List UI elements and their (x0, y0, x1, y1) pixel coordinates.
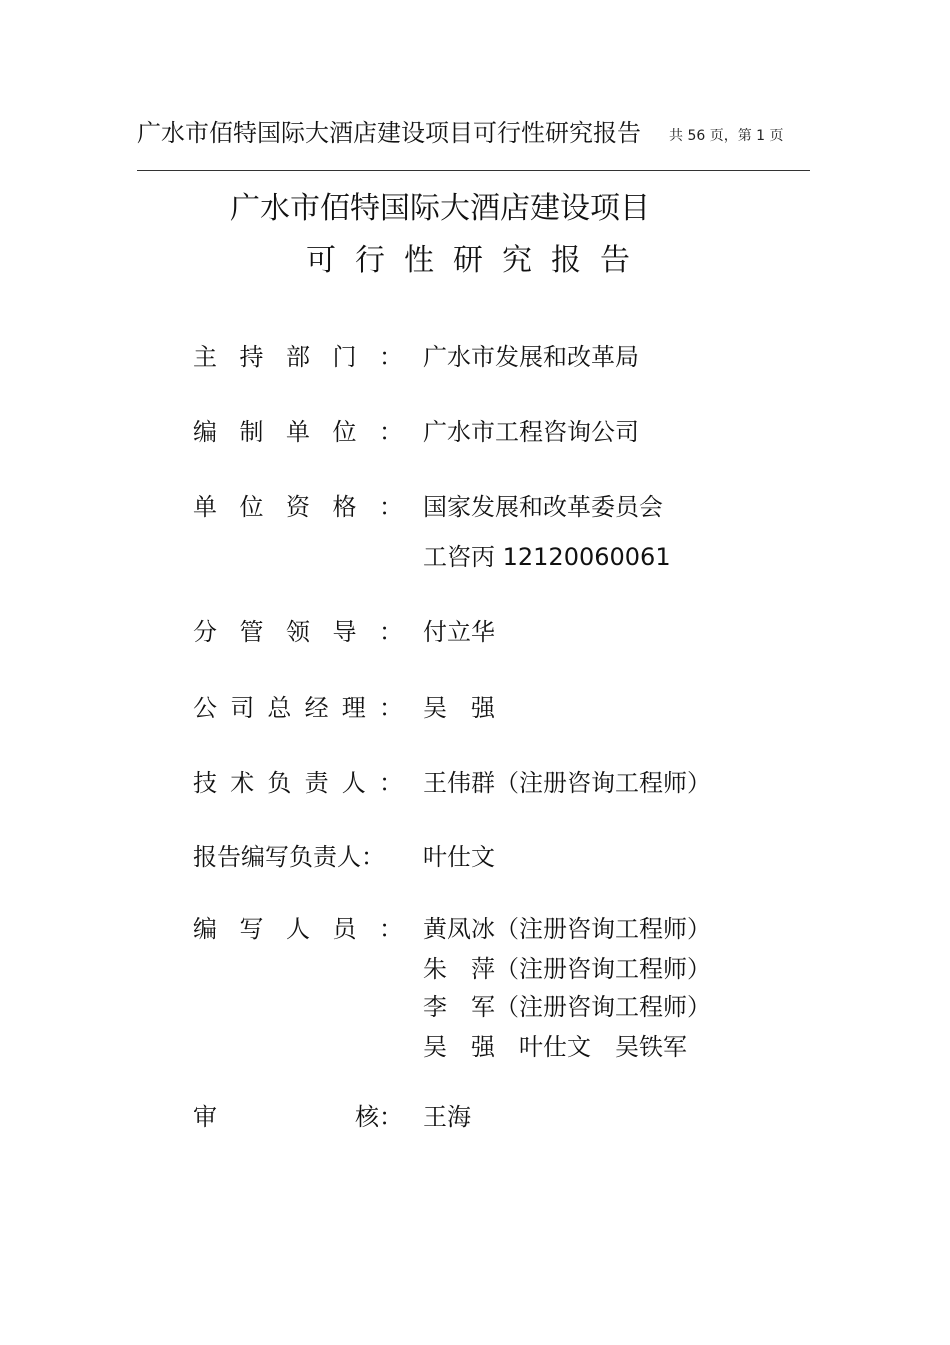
field-label: 报告编写负责人 ： (193, 843, 385, 871)
field-label: 技 术 负 责 人 ： (193, 769, 403, 797)
header-divider (137, 170, 810, 171)
page-number-info: 共 56 页，第 1 页 (669, 128, 784, 144)
writer-line: 黄凤冰（注册咨询工程师） (423, 915, 711, 943)
field-value: 王海 (423, 1103, 471, 1131)
qualification-line: 工咨丙 12120060061 (423, 543, 671, 571)
writer-line: 朱 萍（注册咨询工程师） (423, 955, 711, 983)
field-label: 审 核 ： (193, 1103, 403, 1131)
field-value (423, 912, 711, 1064)
running-header (137, 116, 817, 152)
field-label: 编 写 人 员 ： (193, 915, 403, 943)
field-value (423, 490, 671, 574)
field-value: 广水市工程咨询公司 (423, 418, 639, 446)
writer-line: 吴 强 叶仕文 吴铁军 (423, 1033, 687, 1061)
field-label: 编 制 单 位 ： (193, 418, 403, 446)
field-value: 吴 强 (423, 694, 495, 722)
field-value: 王伟群（注册咨询工程师） (423, 769, 711, 797)
field-value: 广水市发展和改革局 (423, 343, 639, 371)
qualification-line: 国家发展和改革委员会 (423, 493, 663, 521)
field-label: 主 持 部 门 ： (193, 343, 403, 371)
document-subtitle: 可行性研究报告 (306, 243, 649, 278)
field-label: 分 管 领 导 ： (193, 618, 403, 646)
writer-line: 李 军（注册咨询工程师） (423, 993, 711, 1021)
field-label: 公 司 总 经 理 ： (193, 694, 403, 722)
field-value: 叶仕文 (423, 843, 495, 871)
running-header-title: 广水市佰特国际大酒店建设项目可行性研究报告 (137, 119, 641, 147)
field-label: 单 位 资 格 ： (193, 493, 403, 521)
field-value: 付立华 (423, 618, 495, 646)
document-title: 广水市佰特国际大酒店建设项目 (230, 191, 650, 226)
